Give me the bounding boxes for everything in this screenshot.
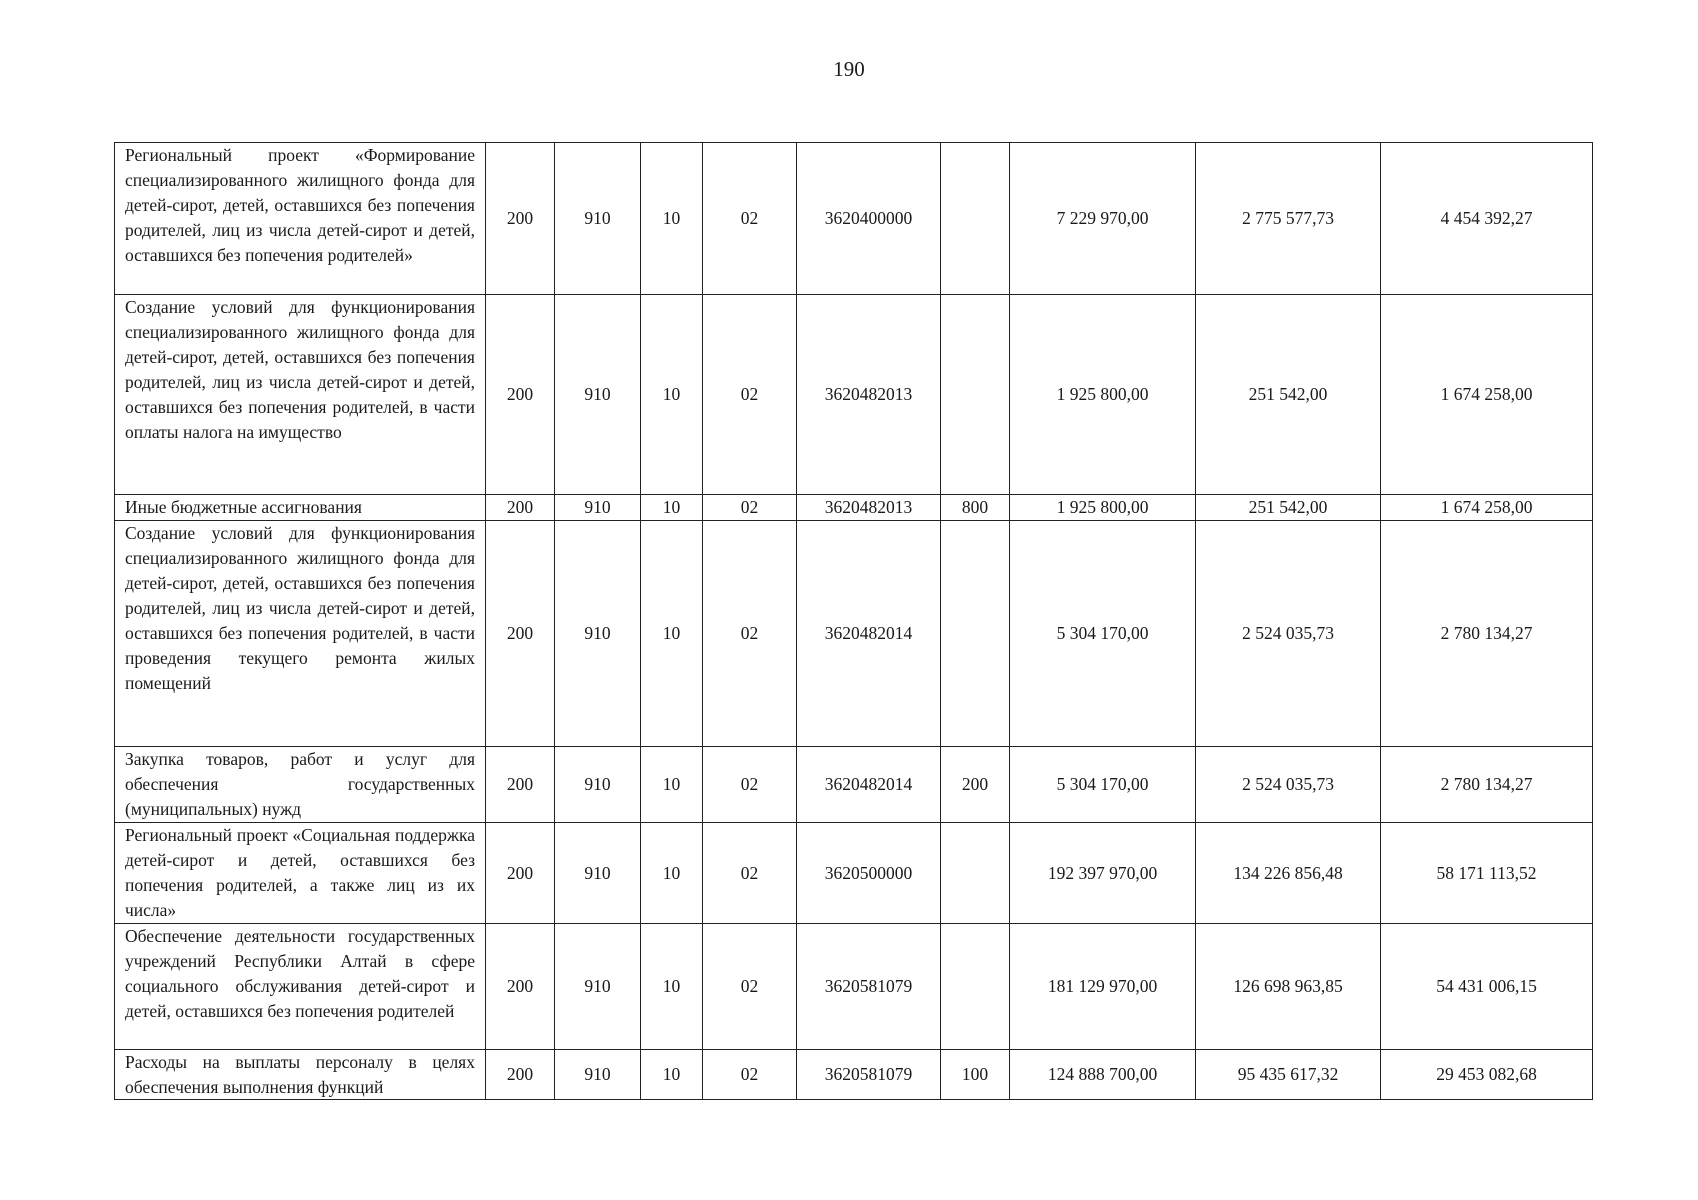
- cell-c2: 910: [555, 823, 641, 924]
- cell-c9: 2 780 134,27: [1381, 747, 1593, 823]
- cell-c5: 3620482013: [797, 295, 941, 495]
- cell-c1: 200: [486, 495, 555, 521]
- cell-c8: 2 524 035,73: [1196, 521, 1381, 747]
- cell-c6: [941, 924, 1010, 1050]
- cell-c1: 200: [486, 143, 555, 295]
- table-row: [115, 521, 1593, 747]
- row-description: Обеспечение деятельности государственных учреждений Республики Алтай в сфере социального обслуживания детей-сирот и детей, оставшихся без попечения родителей: [115, 924, 486, 1050]
- row-description: Закупка товаров, работ и услуг для обеспечения государственных (муниципальных) нужд: [115, 747, 486, 823]
- cell-c6: [941, 521, 1010, 747]
- cell-c3: 10: [641, 747, 703, 823]
- cell-c5: 3620581079: [797, 924, 941, 1050]
- cell-c2: 910: [555, 521, 641, 747]
- cell-c2: 910: [555, 495, 641, 521]
- cell-c4: 02: [703, 495, 797, 521]
- cell-c8: 134 226 856,48: [1196, 823, 1381, 924]
- cell-c5: 3620400000: [797, 143, 941, 295]
- cell-c4: 02: [703, 143, 797, 295]
- cell-c3: 10: [641, 495, 703, 521]
- cell-c9: 29 453 082,68: [1381, 1050, 1593, 1100]
- cell-c6: [941, 823, 1010, 924]
- table-row: [115, 924, 1593, 1050]
- cell-c9: 54 431 006,15: [1381, 924, 1593, 1050]
- cell-c1: 200: [486, 521, 555, 747]
- cell-c7: 1 925 800,00: [1010, 295, 1196, 495]
- cell-c3: 10: [641, 143, 703, 295]
- page-number: 190: [833, 57, 865, 81]
- cell-c2: 910: [555, 1050, 641, 1100]
- cell-c1: 200: [486, 295, 555, 495]
- cell-c7: 181 129 970,00: [1010, 924, 1196, 1050]
- cell-c4: 02: [703, 295, 797, 495]
- cell-c6: [941, 295, 1010, 495]
- cell-c5: 3620482014: [797, 747, 941, 823]
- cell-c9: 58 171 113,52: [1381, 823, 1593, 924]
- cell-c2: 910: [555, 924, 641, 1050]
- cell-c7: 5 304 170,00: [1010, 747, 1196, 823]
- cell-c8: 95 435 617,32: [1196, 1050, 1381, 1100]
- cell-c4: 02: [703, 747, 797, 823]
- cell-c5: 3620500000: [797, 823, 941, 924]
- row-description: Иные бюджетные ассигнования: [115, 495, 486, 521]
- table-row: [115, 495, 1593, 521]
- budget-table: [114, 142, 1593, 1100]
- cell-c3: 10: [641, 823, 703, 924]
- cell-c2: 910: [555, 143, 641, 295]
- cell-c3: 10: [641, 924, 703, 1050]
- cell-c5: 3620482013: [797, 495, 941, 521]
- cell-c3: 10: [641, 1050, 703, 1100]
- cell-c8: 2 524 035,73: [1196, 747, 1381, 823]
- cell-c1: 200: [486, 747, 555, 823]
- cell-c7: 7 229 970,00: [1010, 143, 1196, 295]
- cell-c6: 100: [941, 1050, 1010, 1100]
- cell-c3: 10: [641, 295, 703, 495]
- cell-c6: [941, 143, 1010, 295]
- row-description: Региональный проект «Социальная поддержка детей-сирот и детей, оставшихся без попечения родителей, а также лиц из их числа»: [115, 823, 486, 924]
- cell-c9: 1 674 258,00: [1381, 295, 1593, 495]
- cell-c8: 251 542,00: [1196, 495, 1381, 521]
- cell-c8: 126 698 963,85: [1196, 924, 1381, 1050]
- cell-c9: 4 454 392,27: [1381, 143, 1593, 295]
- cell-c9: 1 674 258,00: [1381, 495, 1593, 521]
- cell-c1: 200: [486, 924, 555, 1050]
- cell-c9: 2 780 134,27: [1381, 521, 1593, 747]
- row-description: [115, 1050, 486, 1100]
- row-description-text: Расходы на выплаты персоналу в целях обеспечения выполнения функций: [125, 1052, 475, 1097]
- cell-c7: 192 397 970,00: [1010, 823, 1196, 924]
- cell-c3: 10: [641, 521, 703, 747]
- cell-c4: 02: [703, 521, 797, 747]
- cell-c4: 02: [703, 1050, 797, 1100]
- cell-c8: 2 775 577,73: [1196, 143, 1381, 295]
- cell-c7: 124 888 700,00: [1010, 1050, 1196, 1100]
- cell-c5: 3620482014: [797, 521, 941, 747]
- table-row: [115, 823, 1593, 924]
- cell-c7: 5 304 170,00: [1010, 521, 1196, 747]
- table-row: [115, 295, 1593, 495]
- cell-c8: 251 542,00: [1196, 295, 1381, 495]
- row-description: Создание условий для функционирования специализированного жилищного фонда для детей-сирот, детей, оставшихся без попечения родителей, лиц из числа детей-сирот и детей, оставшихся без попечения родителей, в части оплаты налога на имущество: [115, 295, 486, 495]
- cell-c6: 800: [941, 495, 1010, 521]
- cell-c1: 200: [486, 823, 555, 924]
- cell-c7: 1 925 800,00: [1010, 495, 1196, 521]
- cell-c2: 910: [555, 295, 641, 495]
- row-description: Создание условий для функционирования специализированного жилищного фонда для детей-сирот, детей, оставшихся без попечения родителей, лиц из числа детей-сирот и детей, оставшихся без попечения родителей, в части проведения текущего ремонта жилых помещений: [115, 521, 486, 747]
- cell-c4: 02: [703, 924, 797, 1050]
- cell-c4: 02: [703, 823, 797, 924]
- cell-c6: 200: [941, 747, 1010, 823]
- cell-c2: 910: [555, 747, 641, 823]
- cell-c1: 200: [486, 1050, 555, 1100]
- row-description: Региональный проект «Формирование специализированного жилищного фонда для детей-сирот, детей, оставшихся без попечения родителей, лиц из числа детей-сирот и детей, оставшихся без попечения родителей»: [115, 143, 486, 295]
- table-row: [115, 1050, 1593, 1100]
- table-row: [115, 747, 1593, 823]
- table-row: [115, 143, 1593, 295]
- cell-c5: 3620581079: [797, 1050, 941, 1100]
